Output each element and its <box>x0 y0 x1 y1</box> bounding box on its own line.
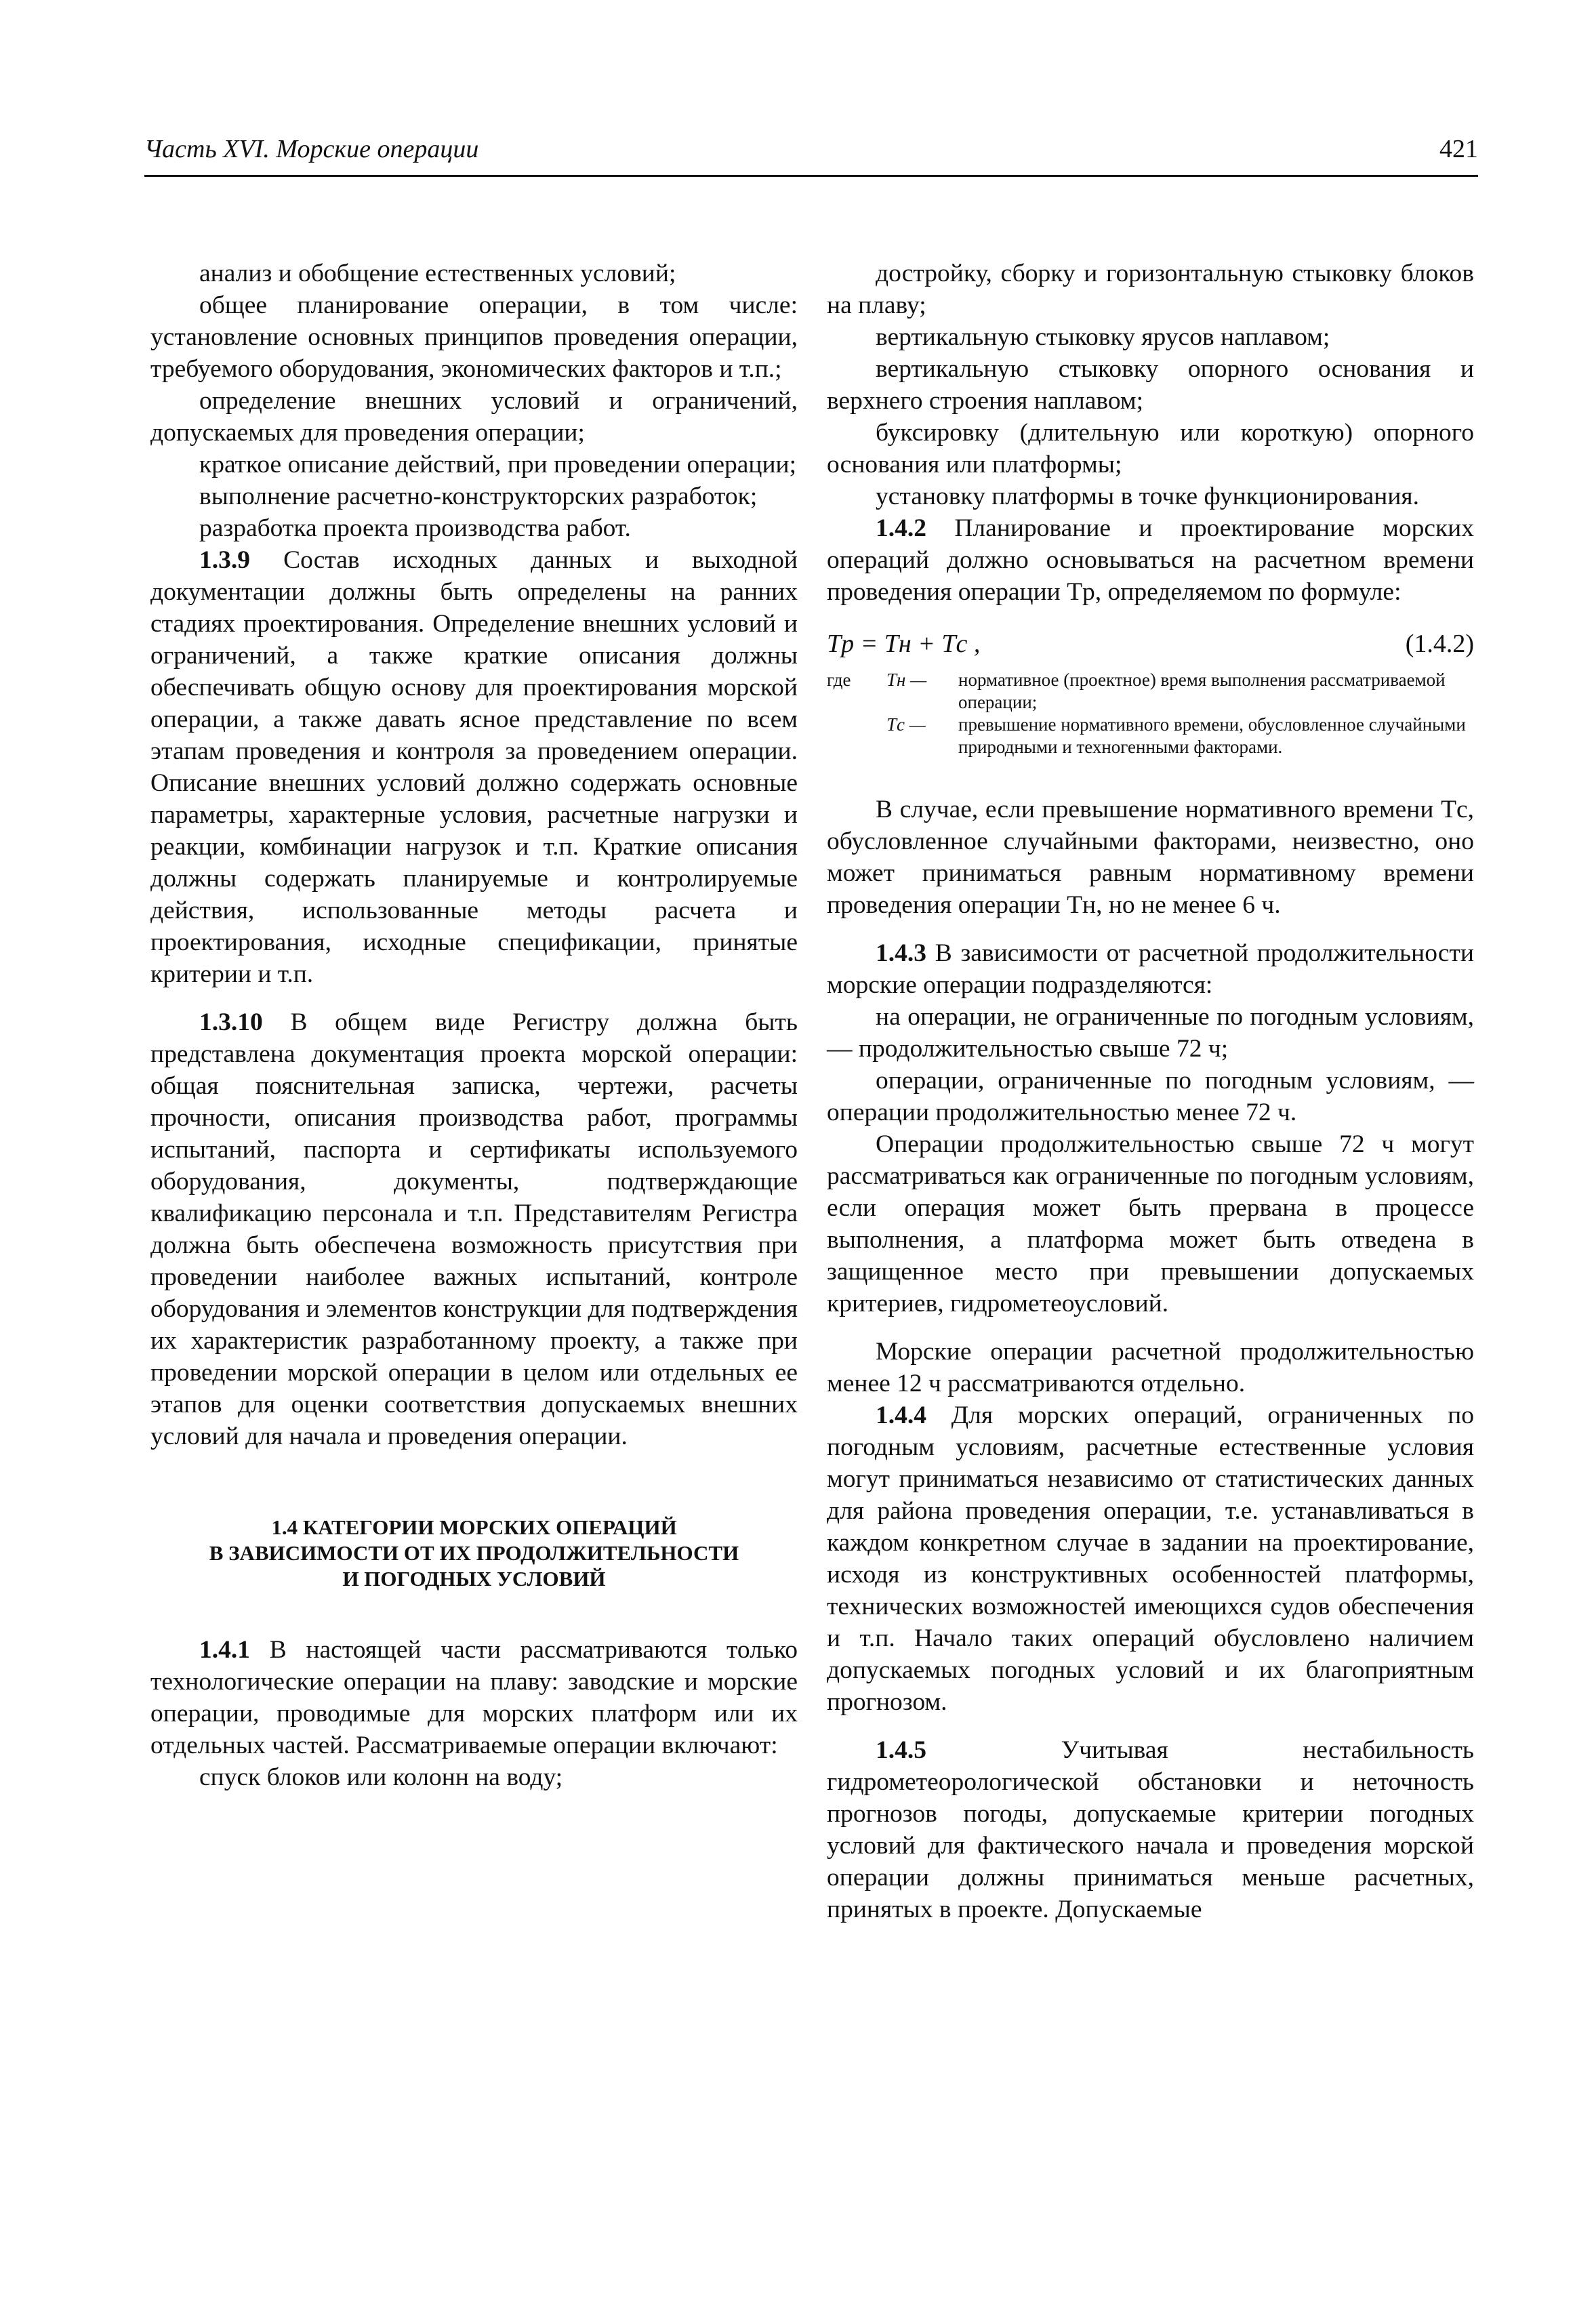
paragraph: краткое описание действий, при проведении операции; <box>199 451 797 478</box>
clause-text: В зависимости от расчетной продолжительности морские операции подразделяются: <box>827 939 1474 999</box>
clause-text: В настоящей части рассматриваются только технологические операции на плаву: заводские и морские операции, проводимые для морских платформ или их отдельных частей. Рассматриваемые операции включают: <box>150 1636 798 1759</box>
clause-text: Состав исходных данных и выходной документации должны быть определены на ранних стадиях проектирования. Определение внешних условий и ограничений, а также краткие описания должны обеспечивать общую основу для проектирования морской операции, а также давать ясное представление по всем этапам проведения и контроля за проведением операции. Описание внешних условий должно содержать основные параметры, характерные условия, расчетные нагрузки и реакции, комбинации нагрузок и т.п. Краткие описания должны содержать планируемые и контролируемые действия, использованные методы расчета и проектирования, исходные спецификации, принятые критерии и т.п. <box>150 546 798 988</box>
clause-number: 1.4.1 <box>199 1636 250 1664</box>
clause-1-4-3 <box>827 937 1474 1001</box>
clause-text: Для морских операций, ограниченных по погодным условиям, расчетные естественные условия могут приниматься независимо от статистических данных для района проведения операции, т.е. устанавливаться в каждом конкретном случае в задании на проектирование, исходя из конструктивных особенностей платформы, технических возможностей имеющихся судов обеспечения и т.п. Начало таких операций обусловлено наличием допускаемых погодных условий и их благоприятным прогнозом. <box>827 1401 1474 1716</box>
paragraph: Морские операции расчетной продолжительностью менее 12 ч рассматриваются отдельно. <box>827 1338 1474 1397</box>
definition-text: превышение нормативного времени, обусловленное случайными природными и техногенными факторами. <box>958 714 1466 757</box>
clause-1-4-5 <box>827 1734 1474 1925</box>
section-heading <box>150 1515 798 1592</box>
heading-line: 1.4 КАТЕГОРИИ МОРСКИХ ОПЕРАЦИЙ <box>271 1515 677 1539</box>
formula <box>827 621 1474 669</box>
clause-number: 1.3.10 <box>199 1008 263 1036</box>
heading-line: И ПОГОДНЫХ УСЛОВИЙ <box>342 1567 606 1591</box>
paragraph: В случае, если превышение нормативного времени Tс, обусловленное случайными факторами, неизвестно, оно может приниматься равным нормативному времени проведения операции Tн, но не менее 6 ч. <box>827 796 1474 919</box>
paragraph: анализ и обобщение естественных условий; <box>199 260 676 287</box>
paragraph: установку платформы в точке функционирования. <box>876 483 1420 510</box>
page-header <box>144 129 1478 178</box>
paragraph: общее планирование операции, в том числе: установление основных принципов проведения операции, требуемого оборудования, экономических факторов и т.п.; <box>150 291 798 383</box>
clause-1-3-9 <box>150 544 798 990</box>
paragraph: на операции, не ограниченные по погодным условиям, — продолжительностью свыше 72 ч; <box>827 1003 1474 1063</box>
paragraph: выполнение расчетно-конструкторских разработок; <box>199 483 758 510</box>
paragraph: определение внешних условий и ограничений, допускаемых для проведения операции; <box>150 387 798 447</box>
running-title: Часть XVI. Морские операции <box>144 135 479 163</box>
left-column <box>150 258 798 1793</box>
paragraph: вертикальную стыковку опорного основания и верхнего строения наплавом; <box>827 355 1474 415</box>
definition-row <box>827 714 1474 758</box>
formula-definitions <box>827 669 1474 758</box>
where-label: где <box>827 670 851 690</box>
formula-expression: Tр = Tн + Tс , <box>827 630 981 658</box>
clause-number: 1.3.9 <box>199 546 250 574</box>
clause-1-4-1 <box>150 1634 798 1761</box>
right-column <box>827 258 1474 1925</box>
definition-row <box>827 669 1474 714</box>
paragraph: достройку, сборку и горизонтальную стыковку блоков на плаву; <box>827 260 1474 319</box>
heading-line: В ЗАВИСИМОСТИ ОТ ИХ ПРОДОЛЖИТЕЛЬНОСТИ <box>209 1541 739 1565</box>
page-number: 421 <box>1439 135 1478 163</box>
clause-1-3-10 <box>150 1006 798 1452</box>
clause-1-4-4 <box>827 1399 1474 1718</box>
clause-number: 1.4.4 <box>876 1401 926 1429</box>
paragraph: буксировку (длительную или короткую) опорного основания или платформы; <box>827 419 1474 478</box>
paragraph: разработка проекта производства работ. <box>199 514 631 542</box>
definition-symbol: Tн — <box>886 670 927 690</box>
header-rule <box>144 175 1478 177</box>
clause-text: В общем виде Регистру должна быть представлена документация проекта морской операции: общая пояснительная записка, чертежи, расчеты прочности, описания производства работ, программы испытаний, паспорта и сертификаты используемого оборудования, документы, подтверждающие квалификацию персонала и т.п. Представителям Регистра должна быть обеспечена возможность присутствия при проведении наиболее важных испытаний, контроле оборудования и элементов конструкции для подтверждения их характеристик разработанному проекту, а также при проведении морской операции в целом или отдельных ее этапов для оценки соответствия допускаемых внешних условий для начала и проведения операции. <box>150 1008 798 1450</box>
definition-text: нормативное (проектное) время выполнения рассматриваемой операции; <box>958 670 1446 712</box>
definition-symbol: Tс — <box>886 714 926 735</box>
paragraph: Операции продолжительностью свыше 72 ч могут рассматриваться как ограниченные по погодным условиям, если операция может быть прервана в процессе выполнения, а платформа может быть отведена в защищенное место при превышении допускаемых критериев, гидрометеоусловий. <box>827 1130 1474 1317</box>
paragraph: вертикальную стыковку ярусов наплавом; <box>876 323 1330 351</box>
clause-1-4-2 <box>827 512 1474 608</box>
paragraph: операции, ограниченные по погодным условиям, — операции продолжительностью менее 72 ч. <box>827 1067 1474 1126</box>
clause-number: 1.4.5 <box>876 1736 926 1764</box>
clause-number: 1.4.2 <box>876 514 926 542</box>
clause-text: Учитывая нестабильность гидрометеорологической обстановки и неточность прогнозов погоды, допускаемые критерии погодных условий для фактического начала и проведения морской операции должны приниматься меньше расчетных, принятых в проекте. Допускаемые <box>827 1736 1474 1923</box>
paragraph: спуск блоков или колонн на воду; <box>199 1763 563 1791</box>
clause-text: Планирование и проектирование морских операций должно основываться на расчетном времени проведения операции Tр, определяемом по формуле: <box>827 514 1474 606</box>
clause-number: 1.4.3 <box>876 939 926 967</box>
formula-number: (1.4.2) <box>1405 630 1474 658</box>
